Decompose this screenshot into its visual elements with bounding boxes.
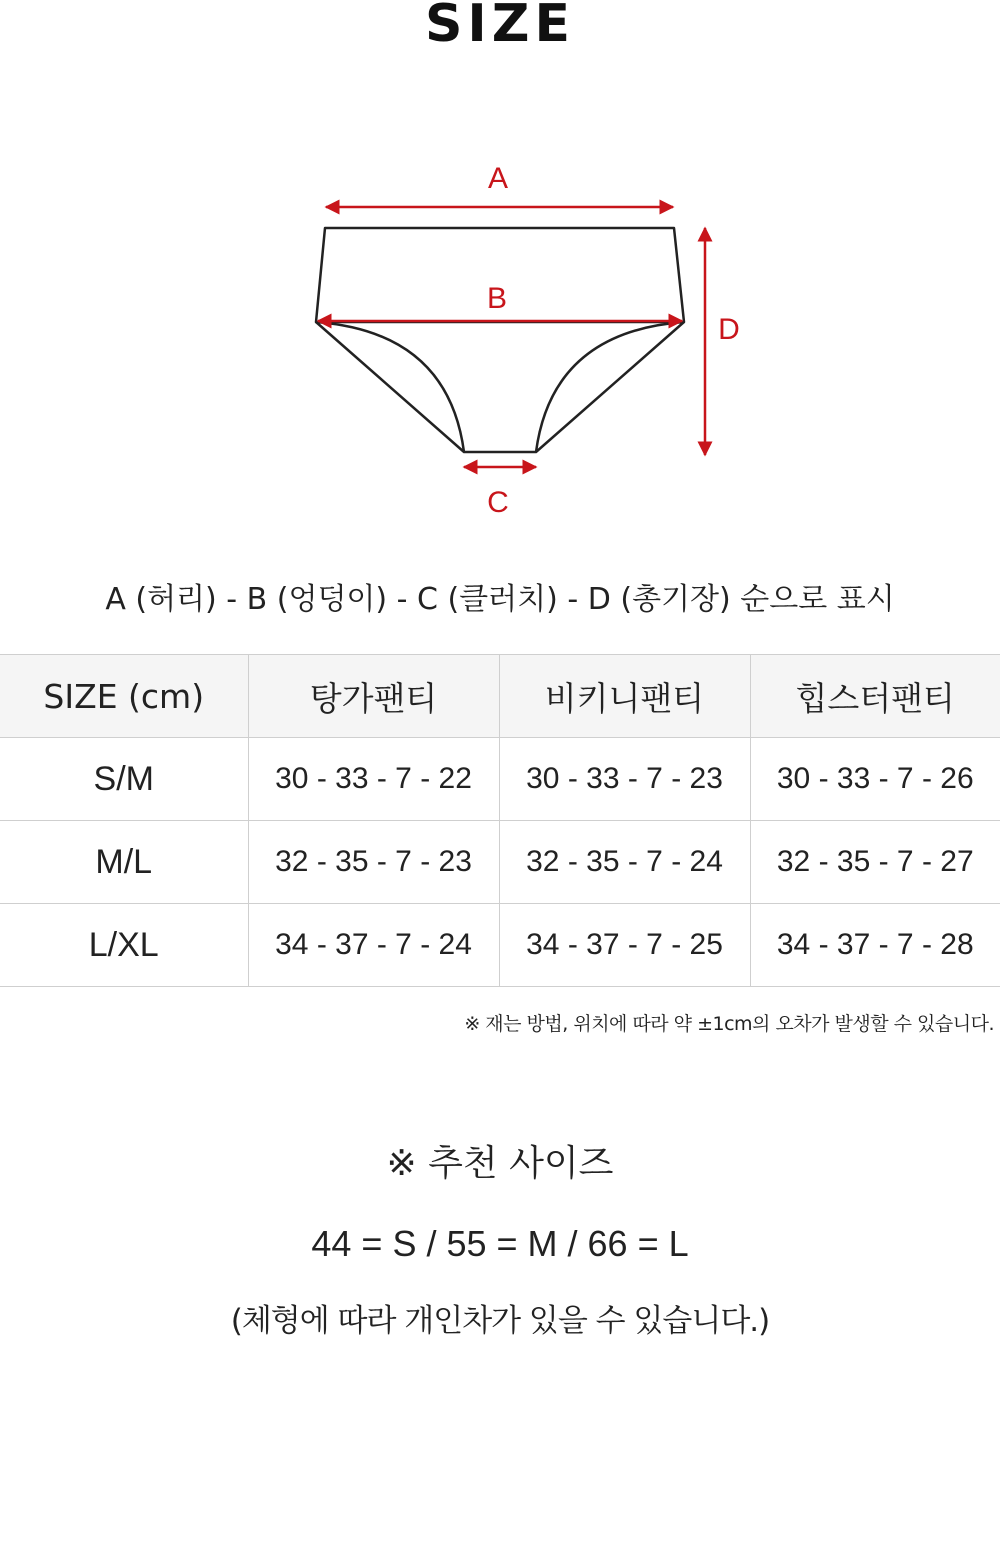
header-hipster: 힙스터팬티 [750, 655, 1000, 738]
size-label: S/M [0, 738, 248, 821]
size-diagram [0, 0, 1000, 560]
measurement-cell: 32 - 35 - 7 - 23 [248, 821, 499, 904]
measurement-cell: 34 - 37 - 7 - 25 [499, 904, 750, 987]
table-row [0, 821, 1000, 904]
label-d: D [718, 313, 740, 346]
recommended-size-heading: ※ 추천 사이즈 [386, 1143, 614, 1184]
measurement-cell: 32 - 35 - 7 - 27 [750, 821, 1000, 904]
label-a: A [487, 162, 509, 195]
page-title: SIZE [424, 0, 576, 54]
recommended-size-note: (체형에 따라 개인차가 있을 수 있습니다.) [230, 1303, 770, 1339]
size-table [0, 654, 1000, 987]
label-c: C [487, 486, 509, 519]
measurement-cell: 30 - 33 - 7 - 23 [499, 738, 750, 821]
header-thong: 탕가팬티 [248, 655, 499, 738]
measurement-order-note: A (허리) - B (엉덩이) - C (클러치) - D (총기장) 순으로 표시 [105, 582, 895, 617]
size-label: M/L [0, 821, 248, 904]
brief-body-shape [316, 322, 684, 452]
header-bikini: 비키니팬티 [499, 655, 750, 738]
measurement-disclaimer: ※ 재는 방법, 위치에 따라 약 ±1cm의 오차가 발생할 수 있습니다. [464, 1013, 994, 1035]
header-size: SIZE (cm) [0, 655, 248, 738]
measurement-cell: 34 - 37 - 7 - 24 [248, 904, 499, 987]
table-row [0, 738, 1000, 821]
size-label: L/XL [0, 904, 248, 987]
briefs-outline [316, 228, 684, 452]
measurement-cell: 32 - 35 - 7 - 24 [499, 821, 750, 904]
table-header-row [0, 655, 1000, 738]
label-b: B [486, 282, 508, 315]
recommended-size-mapping: 44 = S / 55 = M / 66 = L [311, 1223, 689, 1264]
measurement-cell: 30 - 33 - 7 - 26 [750, 738, 1000, 821]
measurement-cell: 34 - 37 - 7 - 28 [750, 904, 1000, 987]
measurement-cell: 30 - 33 - 7 - 22 [248, 738, 499, 821]
table-row [0, 904, 1000, 987]
